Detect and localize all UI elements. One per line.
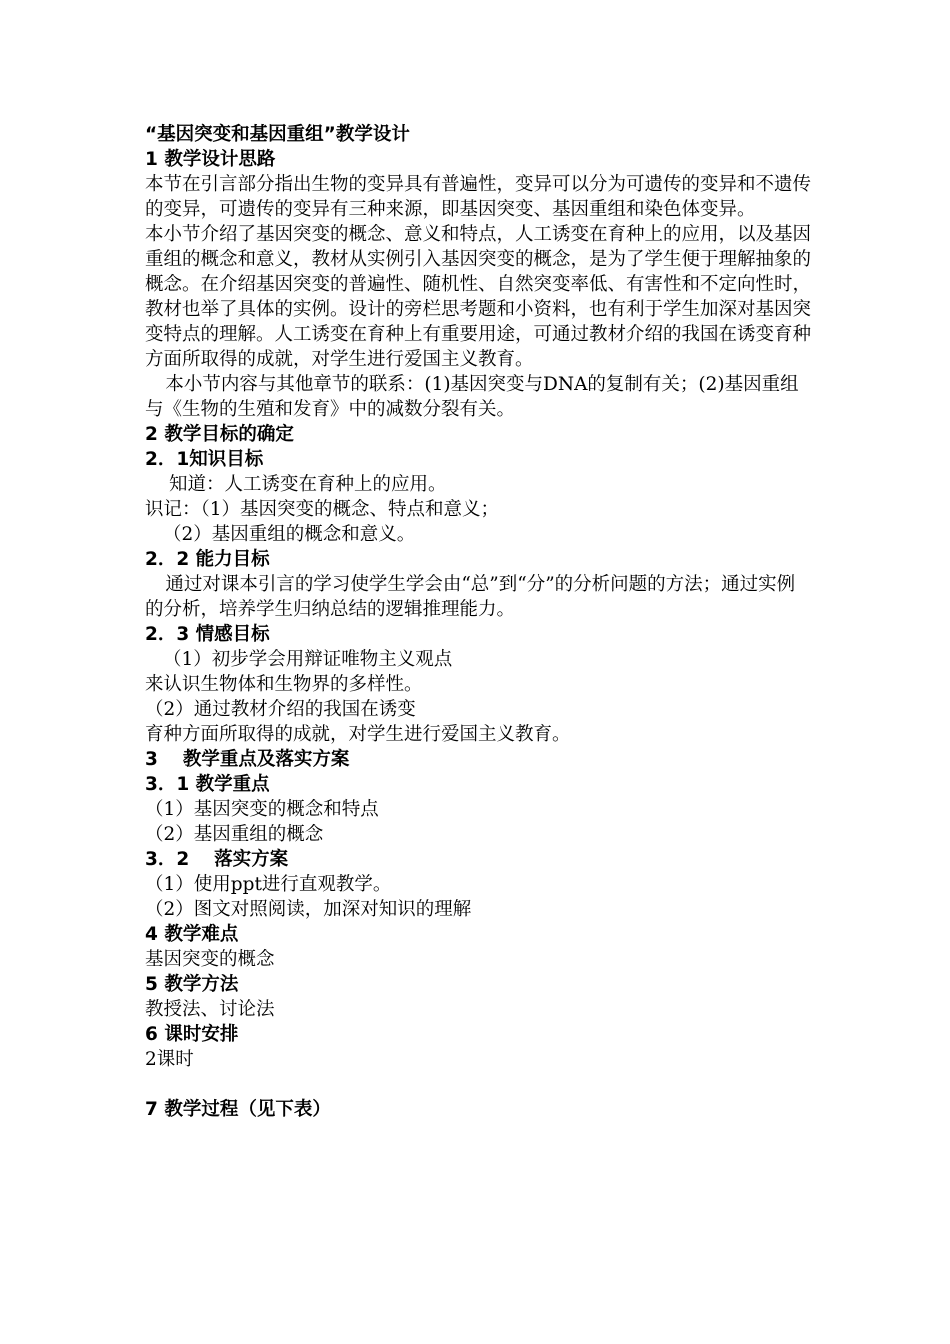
section-1-paragraph-2: 本小节介绍了基因突变的概念、意义和特点，人工诱变在育种上的应用，以及基因重组的概念和意义，教材从实例引入基因突变的概念，是为了学生便于理解抽象的概念。在介绍基因突变的普遍性、随机性、自然突变率低、有害性和不定向性时，教材也举了具体的实例。设计的旁栏思考题和小资料，也有利于学生加深对基因突变特点的理解。人工诱变在育种上有重要用途，可通过教材介绍的我国在诱变育种方面所取得的成就，对学生进行爱国主义教育。 [145, 224, 812, 370]
section-1-paragraph-3: 本小节内容与其他章节的联系：(1)基因突变与DNA的复制有关；(2)基因重组与《生物的生殖和发育》中的减数分裂有关。 [145, 374, 799, 420]
emotion-goal-line-2: 来认识生物体和生物界的多样性。 [145, 674, 423, 695]
section-7-heading: 7 教学过程（见下表） [145, 1099, 331, 1120]
section-3-heading: 3 教学重点及落实方案 [145, 749, 350, 770]
knowledge-goal-know: 知道：人工诱变在育种上的应用。 [169, 474, 447, 495]
plan-item-1: （1）使用ppt进行直观教学。 [145, 874, 392, 895]
emotion-goal-line-4: 育种方面所取得的成就，对学生进行爱国主义教育。 [145, 724, 571, 745]
subsection-2-3-heading: 2．3 情感目标 [145, 624, 270, 645]
key-point-2: （2）基因重组的概念 [145, 824, 324, 845]
knowledge-goal-memorize-1: 识记：（1）基因突变的概念、特点和意义； [145, 499, 500, 520]
subsection-2-2-heading: 2．2 能力目标 [145, 549, 270, 570]
section-5-text: 教授法、讨论法 [145, 999, 275, 1020]
emotion-goal-line-1: （1）初步学会用辩证唯物主义观点 [163, 649, 453, 670]
section-2-heading: 2 教学目标的确定 [145, 424, 294, 445]
knowledge-goal-memorize-2: （2）基因重组的概念和意义。 [163, 524, 416, 545]
subsection-3-1-heading: 3．1 教学重点 [145, 774, 270, 795]
subsection-2-1-heading: 2．1知识目标 [145, 449, 264, 470]
key-point-1: （1）基因突变的概念和特点 [145, 799, 379, 820]
section-6-heading: 6 课时安排 [145, 1024, 239, 1045]
section-5-heading: 5 教学方法 [145, 974, 239, 995]
blank-line [145, 1072, 813, 1097]
ability-goal-paragraph: 通过对课本引言的学习使学生学会由“总”到“分”的分析问题的方法；通过实例的分析，培养学生归纳总结的逻辑推理能力。 [145, 574, 796, 620]
section-6-text: 2课时 [145, 1049, 194, 1070]
subsection-3-2-heading: 3．2 落实方案 [145, 849, 289, 870]
document-page [145, 122, 813, 1122]
section-4-text: 基因突变的概念 [145, 949, 275, 970]
section-1-paragraph-1: 本节在引言部分指出生物的变异具有普遍性，变异可以分为可遗传的变异和不遗传的变异，可遗传的变异有三种来源，即基因突变、基因重组和染色体变异。 [145, 174, 812, 220]
plan-item-2: （2）图文对照阅读，加深对知识的理解 [145, 899, 472, 920]
section-1-heading: 1 教学设计思路 [145, 149, 276, 170]
emotion-goal-line-3: （2）通过教材介绍的我国在诱变 [145, 699, 416, 720]
document-title: “基因突变和基因重组”教学设计 [145, 124, 410, 145]
section-4-heading: 4 教学难点 [145, 924, 239, 945]
